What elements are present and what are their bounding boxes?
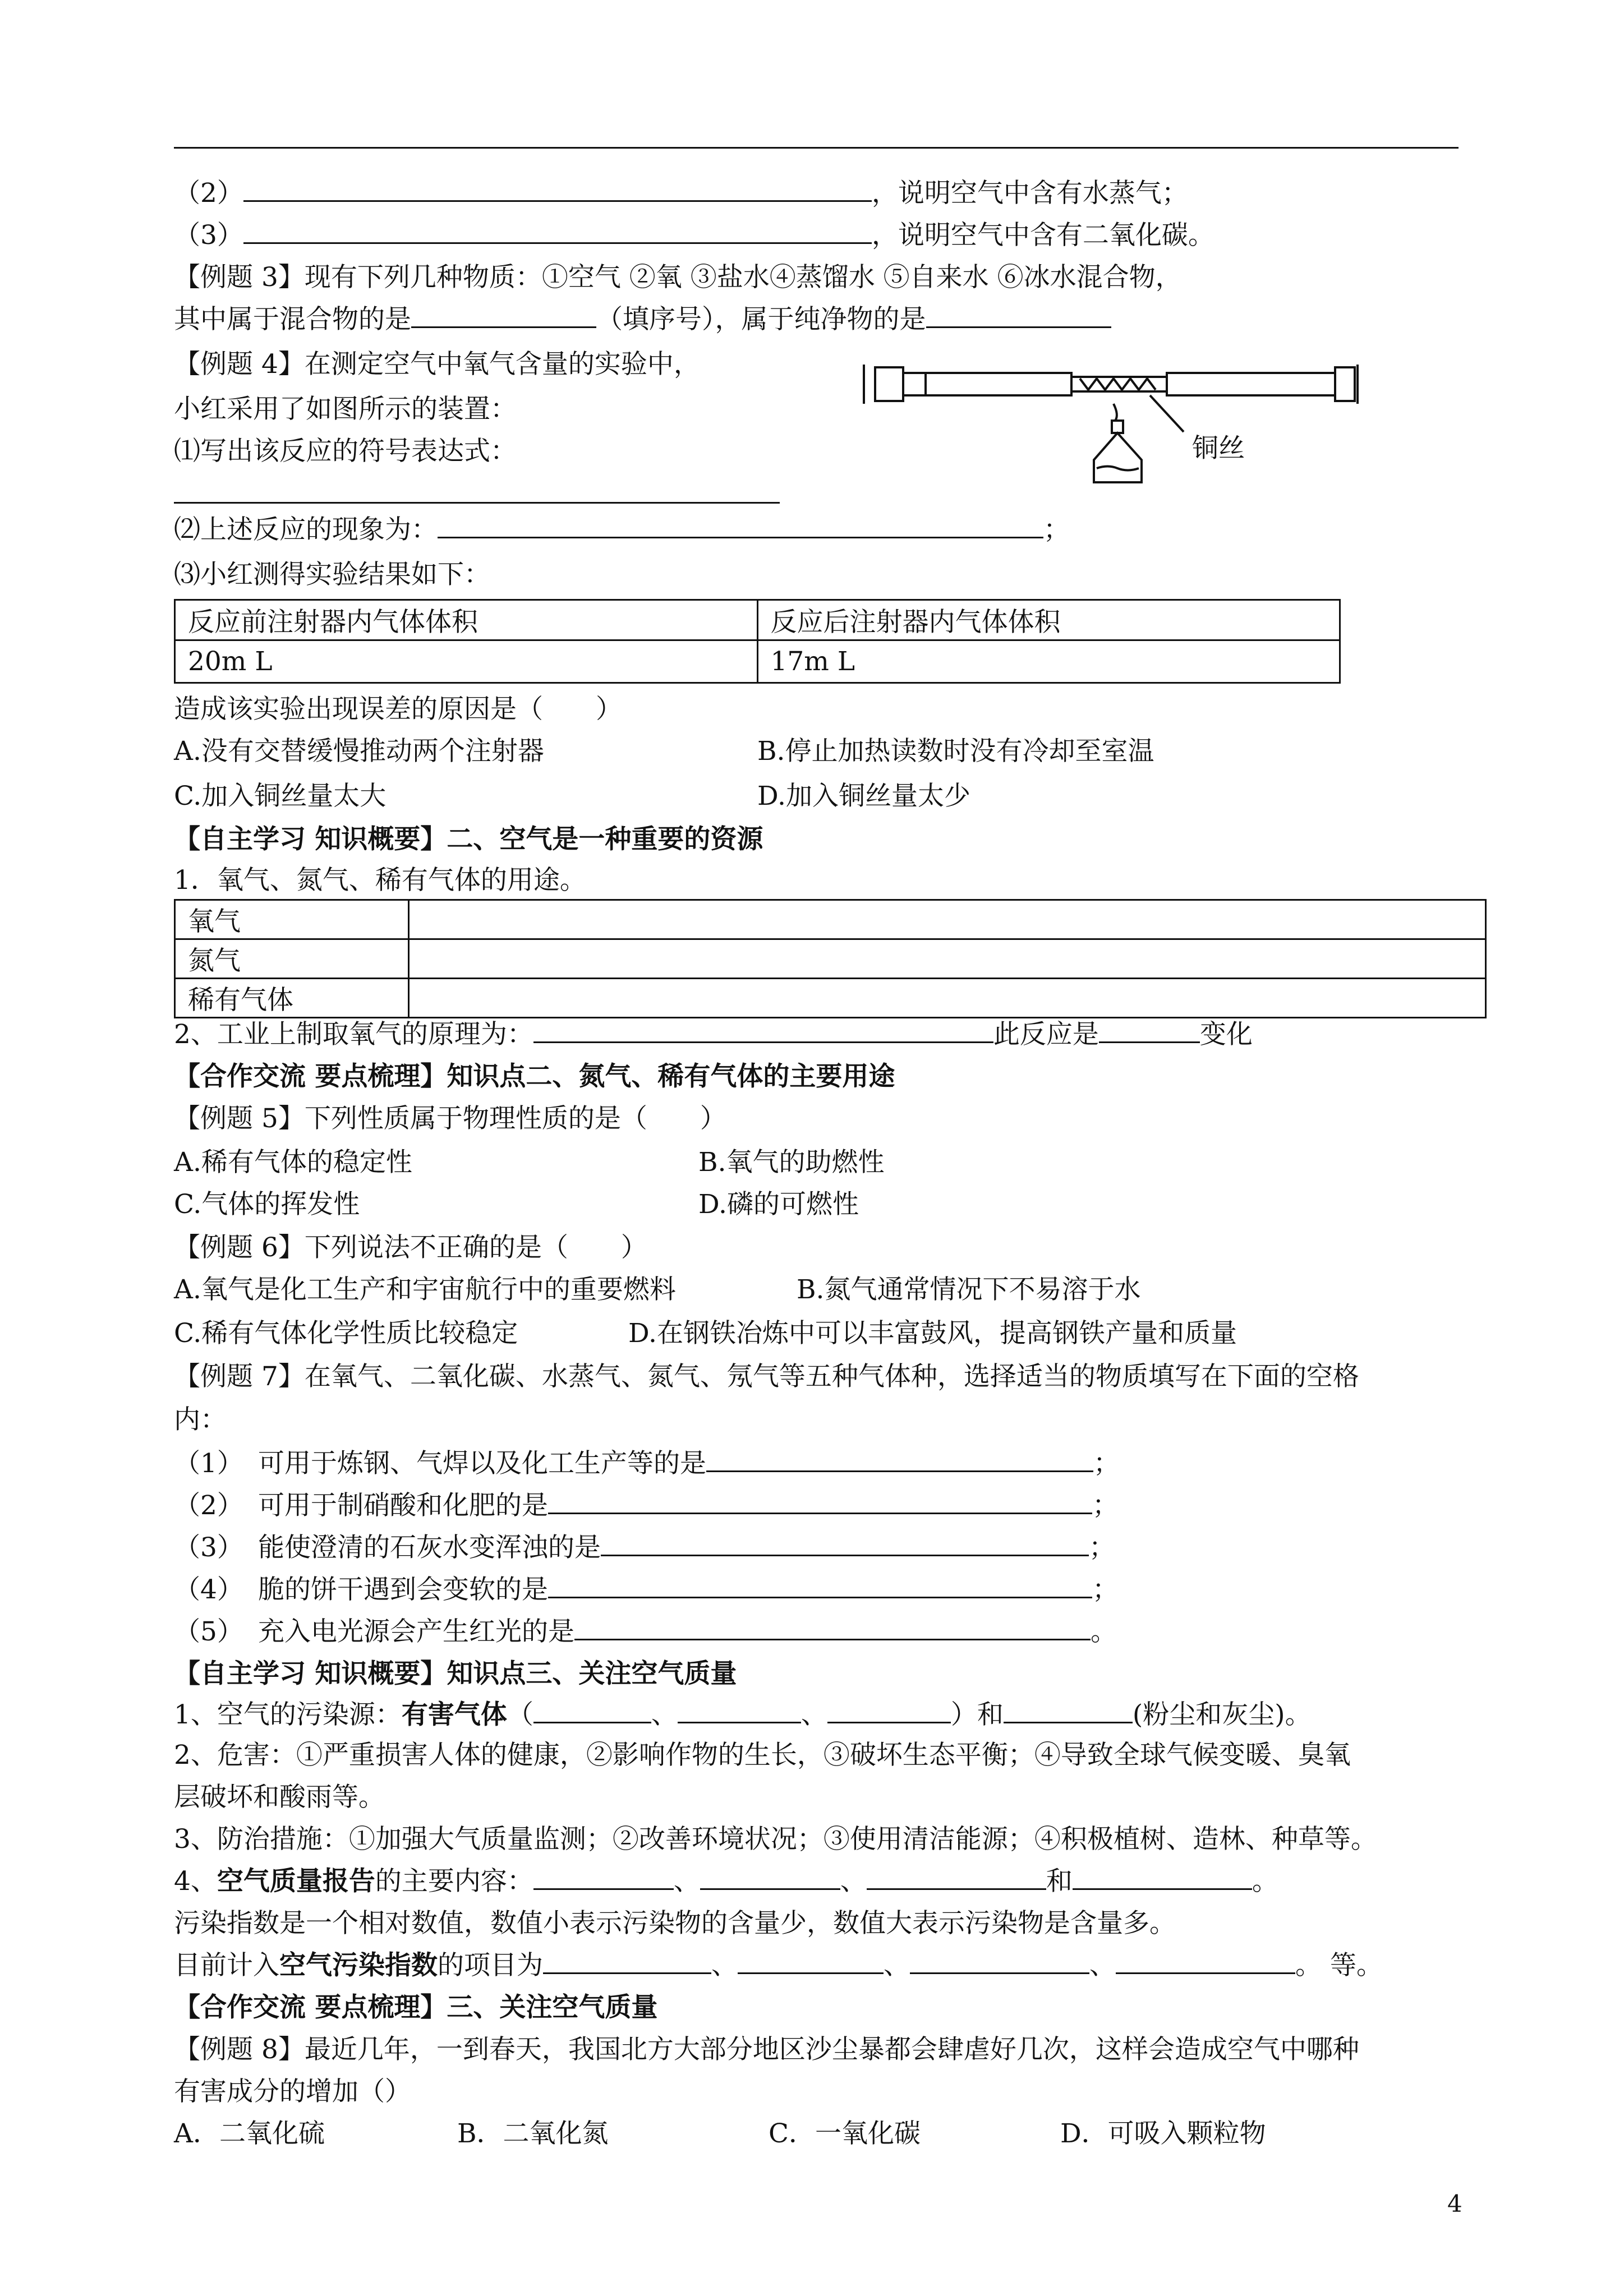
answer-blank[interactable] xyxy=(574,1615,1091,1640)
answer-blank[interactable] xyxy=(1116,1949,1295,1974)
table-header: 反应前注射器内气体体积 xyxy=(175,600,758,640)
example-4-q2: ⑵上述反应的现象为： ； xyxy=(174,514,1070,545)
coop-3-heading: 【合作交流 要点梳理】三、关注空气质量 xyxy=(174,1992,658,2023)
table-cell[interactable] xyxy=(409,900,1486,939)
table-cell[interactable] xyxy=(409,939,1486,979)
example-3-line1: 【例题 3】现有下列几种物质：①空气 ②氧 ③盐水④蒸馏水 ⑤自来水 ⑥冰水混合物， xyxy=(174,262,1182,293)
example-8-line2: 有害成分的增加（） xyxy=(174,2076,411,2107)
answer-blank[interactable] xyxy=(678,1698,801,1723)
answer-blank[interactable] xyxy=(1004,1698,1133,1723)
section-3-line1: 1、空气的污染源：有害气体（ 、 、 ）和 (粉尘和灰尘)。 xyxy=(174,1699,1312,1730)
section-3-line2: 2、危害：①严重损害人体的健康，②影响作物的生长，③破坏生态平衡；④导致全球气候变暖、臭氧 xyxy=(174,1740,1351,1771)
example-5: 【例题 5】下列性质属于物理性质的是（ ） xyxy=(174,1103,726,1134)
section-3-heading: 【自主学习 知识概要】知识点三、关注空气质量 xyxy=(174,1658,737,1689)
example-7-item-4: （4） 脆的饼干遇到会变软的是 ； xyxy=(174,1574,1119,1605)
example-8-line1: 【例题 8】最近几年，一到春天，我国北方大部分地区沙尘暴都会肆虐好几次，这样会造成空气中哪种 xyxy=(174,2034,1359,2065)
section-3-line3: 3、防治措施：①加强大气质量监测；②改善环境状况；③使用清洁能源；④积极植树、造林、种草等。 xyxy=(174,1824,1377,1855)
syringe-apparatus-figure xyxy=(858,353,1363,499)
option-d: D．可吸入颗粒物 xyxy=(1060,2118,1266,2149)
question-2: （2） ，说明空气中含有水蒸气； xyxy=(174,178,1188,209)
section-3-line4: 4、空气质量报告的主要内容： 、 、 和 。 xyxy=(174,1866,1278,1897)
example-7-item-5: （5） 充入电光源会产生红光的是 。 xyxy=(174,1616,1117,1647)
table-cell: 20m L xyxy=(175,640,758,683)
table-header: 反应后注射器内气体体积 xyxy=(757,600,1340,640)
option-d: D.加入铜丝量太少 xyxy=(757,781,970,812)
example-4-q3: ⑶小红测得实验结果如下： xyxy=(174,559,490,590)
answer-blank[interactable] xyxy=(827,1698,951,1723)
table-row-label: 稀有气体 xyxy=(175,979,409,1018)
option-a: A.没有交替缓慢推动两个注射器 xyxy=(174,736,544,767)
example-6: 【例题 6】下列说法不正确的是（ ） xyxy=(174,1232,647,1263)
answer-blank[interactable] xyxy=(1099,1018,1200,1043)
answer-blank[interactable] xyxy=(548,1489,1092,1514)
gas-uses-table xyxy=(174,899,1487,1018)
option-c: C.加入铜丝量太大 xyxy=(174,781,387,812)
table-row-label: 氧气 xyxy=(175,900,409,939)
option-c: C.气体的挥发性 xyxy=(174,1189,360,1220)
option-d: D.在钢铁冶炼中可以丰富鼓风，提高钢铁产量和质量 xyxy=(628,1318,1237,1349)
example-4-reason: 造成该实验出现误差的原因是（ ） xyxy=(174,694,622,725)
example-7-item-1: （1） 可用于炼钢、气焊以及化工生产等的是 ； xyxy=(174,1448,1120,1479)
option-a: A.氧气是化工生产和宇宙航行中的重要燃料 xyxy=(174,1274,676,1305)
answer-blank[interactable] xyxy=(867,1865,1046,1890)
section-3-line5: 污染指数是一个相对数值，数值小表示污染物的含量少，数值大表示污染物是含量多。 xyxy=(174,1908,1176,1939)
answer-blank[interactable] xyxy=(533,1018,993,1043)
option-b: B．二氧化氮 xyxy=(457,2118,609,2149)
question-3: （3） ，说明空气中含有二氧化碳。 xyxy=(174,220,1214,251)
answer-blank[interactable] xyxy=(174,502,780,504)
example-7-line2: 内： xyxy=(174,1404,227,1435)
answer-blank[interactable] xyxy=(700,1865,840,1890)
answer-blank[interactable] xyxy=(533,1865,674,1890)
example-7-item-2: （2） 可用于制硝酸和化肥的是 ； xyxy=(174,1490,1119,1521)
option-a: A．二氧化硫 xyxy=(174,2118,325,2149)
section-2-heading: 【自主学习 知识概要】二、空气是一种重要的资源 xyxy=(174,824,763,855)
answer-blank[interactable] xyxy=(243,177,872,202)
example-7-item-3: （3） 能使澄清的石灰水变浑浊的是 ； xyxy=(174,1532,1115,1563)
section-3-line2b: 层破坏和酸雨等。 xyxy=(174,1782,385,1813)
example-4-q1: ⑴写出该反应的符号表达式： xyxy=(174,436,517,467)
example-4-line1: 【例题 4】在测定空气中氧气含量的实验中， xyxy=(174,349,700,380)
answer-blank[interactable] xyxy=(533,1698,651,1723)
coop-2-heading: 【合作交流 要点梳理】知识点二、氮气、稀有气体的主要用途 xyxy=(174,1061,895,1092)
option-b: B.氮气通常情况下不易溶于水 xyxy=(797,1274,1141,1305)
copper-wire-label: 铜丝 xyxy=(1192,433,1245,464)
answer-blank[interactable] xyxy=(411,303,596,328)
answer-blank[interactable] xyxy=(601,1531,1089,1556)
example-4-line2: 小红采用了如图所示的装置： xyxy=(174,394,517,425)
answer-blank[interactable] xyxy=(706,1447,1093,1472)
answer-blank[interactable] xyxy=(738,1949,884,1974)
answer-blank[interactable] xyxy=(1073,1865,1252,1890)
table-cell: 17m L xyxy=(757,640,1340,683)
option-d: D.磷的可燃性 xyxy=(698,1189,859,1220)
answer-blank[interactable] xyxy=(243,219,872,244)
option-a: A.稀有气体的稳定性 xyxy=(174,1147,412,1178)
page-number: 4 xyxy=(1447,2190,1462,2217)
answer-blank[interactable] xyxy=(438,513,1043,538)
option-c: C．一氧化碳 xyxy=(769,2118,921,2149)
answer-blank[interactable] xyxy=(543,1949,711,1974)
option-b: B.氧气的助燃性 xyxy=(698,1147,885,1178)
option-c: C.稀有气体化学性质比较稳定 xyxy=(174,1318,518,1349)
answer-blank[interactable] xyxy=(548,1573,1092,1598)
example-3-line2: 其中属于混合物的是 （填序号），属于纯净物的是 xyxy=(174,303,1111,336)
example-7-line1: 【例题 7】在氧气、二氧化碳、水蒸气、氮气、氖气等五种气体种，选择适当的物质填写在下面的空格 xyxy=(174,1361,1359,1392)
result-table xyxy=(174,599,1341,684)
header-rule xyxy=(174,147,1459,149)
option-b: B.停止加热读数时没有冷却至室温 xyxy=(757,736,1154,767)
answer-blank[interactable] xyxy=(926,303,1111,328)
answer-blank[interactable] xyxy=(910,1949,1089,1974)
section-3-line6: 目前计入空气污染指数的项目为 、 、 、 。 等。 xyxy=(174,1950,1383,1981)
section-2-item1: 1．氧气、氮气、稀有气体的用途。 xyxy=(174,865,586,896)
table-row-label: 氮气 xyxy=(175,939,409,979)
table-cell[interactable] xyxy=(409,979,1486,1018)
section-2-item2: 2、工业上制取氧气的原理为： 此反应是 变化 xyxy=(174,1019,1253,1050)
